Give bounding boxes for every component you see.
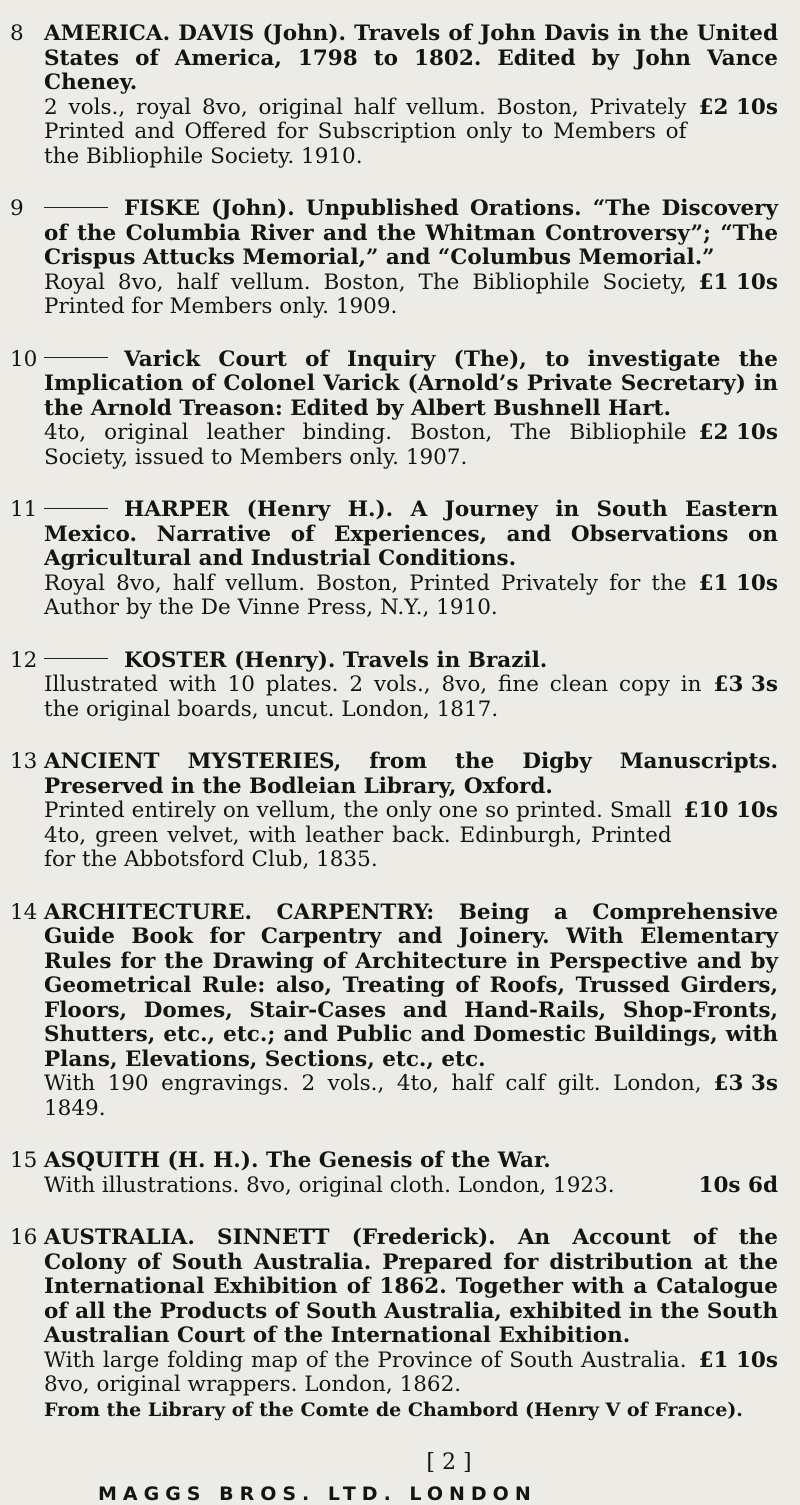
lot-number: 12 (10, 647, 38, 673)
catalogue-entry-16 (10, 1226, 778, 1422)
page-number: [ 2 ] (426, 1450, 472, 1475)
lot-price: 10s 6d (698, 1172, 778, 1198)
catalogue-entry-11 (10, 498, 778, 621)
lot-details (44, 1072, 778, 1121)
catalogue-entry-9 (10, 197, 778, 320)
lot-details (44, 572, 778, 621)
lot-number: 10 (10, 346, 38, 372)
catalogue-entry-15 (10, 1149, 778, 1198)
ditto-rule (44, 357, 108, 358)
lot-price: £1 10s (698, 269, 778, 295)
lot-details (44, 421, 778, 470)
lot-heading: ARCHITECTURE. CARPENTRY: Being a Comprehensive Guide Book for Carpentry and Joinery. With Elementary Rules for the Drawing of Architecture in Perspective and by Geometrical Rule: also, Treating of Roofs, Trussed Girders, Floors, Domes, Stair-Cases and Hand-Rails, Shop-Fronts, Shutters, etc., etc.; and Public and Domestic Buildings, with Plans, Elevations, Sections, etc., etc. (44, 899, 778, 1072)
lot-details (44, 1349, 778, 1398)
lot-description: 4to, original leather binding. Boston, The Bibliophile Society, issued to Members only. 1907. (44, 420, 687, 470)
lot-price: £3 3s (713, 1071, 778, 1096)
lot-heading: Varick Court of Inquiry (The), to investigate the Implication of Colonel Varick (Arnold’s Private Secretary) in the Arnold Treason: Edited by Albert Bushnell Hart. (44, 346, 778, 421)
lot-description: With large folding map of the Province of South Australia. 8vo, original wrappers. London, 1862. (44, 1347, 687, 1397)
catalogue-entry-14 (10, 901, 778, 1122)
lot-description: Royal 8vo, half vellum. Boston, The Bibliophile Society, Printed for Members only. 1909. (44, 269, 687, 319)
provenance-note: From the Library of the Comte de Chambord (Henry V of France). (44, 1398, 743, 1421)
lot-price: £2 10s (698, 94, 778, 120)
lot-details (44, 96, 778, 170)
lot-description: Royal 8vo, half vellum. Boston, Printed Privately for the Author by the De Vinne Press, N.Y., 1910. (44, 570, 687, 620)
lot-number: 16 (10, 1225, 38, 1250)
lot-number: 9 (10, 196, 24, 221)
lot-price: £10 10s (683, 798, 778, 823)
ditto-rule (44, 658, 108, 659)
lot-price: £1 10s (698, 1347, 778, 1373)
lot-price: £3 3s (713, 672, 778, 697)
lot-heading: HARPER (Henry H.). A Journey in South Eastern Mexico. Narrative of Experiences, and Observations on Agricultural and Industrial Conditions. (44, 497, 778, 571)
catalogue-entry-13 (10, 750, 778, 873)
lot-number: 15 (10, 1148, 38, 1173)
catalogue-entry-8 (10, 22, 778, 169)
lot-number: 13 (10, 749, 38, 774)
ditto-rule (44, 508, 108, 509)
lot-heading: ANCIENT MYSTERIES, from the Digby Manuscripts. Preserved in the Bodleian Library, Oxford. (44, 749, 778, 799)
lot-heading: AMERICA. DAVIS (John). Travels of John Davis in the United States of America, 1798 to 1802. Edited by John Vance Cheney. (44, 21, 778, 95)
lot-description: 2 vols., royal 8vo, original half vellum. Boston, Privately Printed and Offered for Subscription only to Members of the Bibliophile Society. 1910. (44, 94, 687, 169)
lot-details (44, 271, 778, 320)
catalogue-entry-12 (10, 649, 778, 723)
lot-number: 11 (10, 497, 38, 522)
lot-price: £1 10s (698, 570, 778, 596)
lot-number: 8 (10, 21, 24, 46)
lot-description: Illustrated with 10 plates. 2 vols., 8vo, fine clean copy in the original boards, uncut. London, 1817. (44, 672, 702, 722)
catalogue-entry-10 (10, 348, 778, 471)
lot-description: With 190 engravings. 2 vols., 4to, half calf gilt. London, 1849. (44, 1071, 702, 1121)
lot-heading: AUSTRALIA. SINNETT (Frederick). An Account of the Colony of South Australia. Prepared for distribution at the International Exhibition of 1862. Together with a Catalogue of all the Products of South Australia, exhibited in the South Australian Court of the International Exhibition. (44, 1225, 778, 1348)
lot-details (44, 799, 778, 873)
lot-heading: FISKE (John). Unpublished Orations. “The Discovery of the Columbia River and the Whitman Controversy”; “The Crispus Attucks Memorial,” and “Columbus Memorial.” (44, 196, 778, 270)
lot-price: £2 10s (698, 420, 778, 445)
lot-description: With illustrations. 8vo, original cloth. London, 1923. (44, 1172, 615, 1198)
lot-description: Printed entirely on vellum, the only one so printed. Small 4to, green velvet, with leather back. Edinburgh, Printed for the Abbotsford Club, 1835. (44, 798, 672, 872)
publisher-imprint: MAGGS BROS. LTD. LONDON (98, 1483, 537, 1505)
lot-details (44, 1174, 778, 1199)
ditto-rule (44, 207, 108, 208)
lot-heading: ASQUITH (H. H.). The Genesis of the War. (44, 1148, 551, 1173)
lot-number: 14 (10, 899, 38, 925)
lot-heading: KOSTER (Henry). Travels in Brazil. (124, 647, 548, 673)
lot-details (44, 673, 778, 722)
